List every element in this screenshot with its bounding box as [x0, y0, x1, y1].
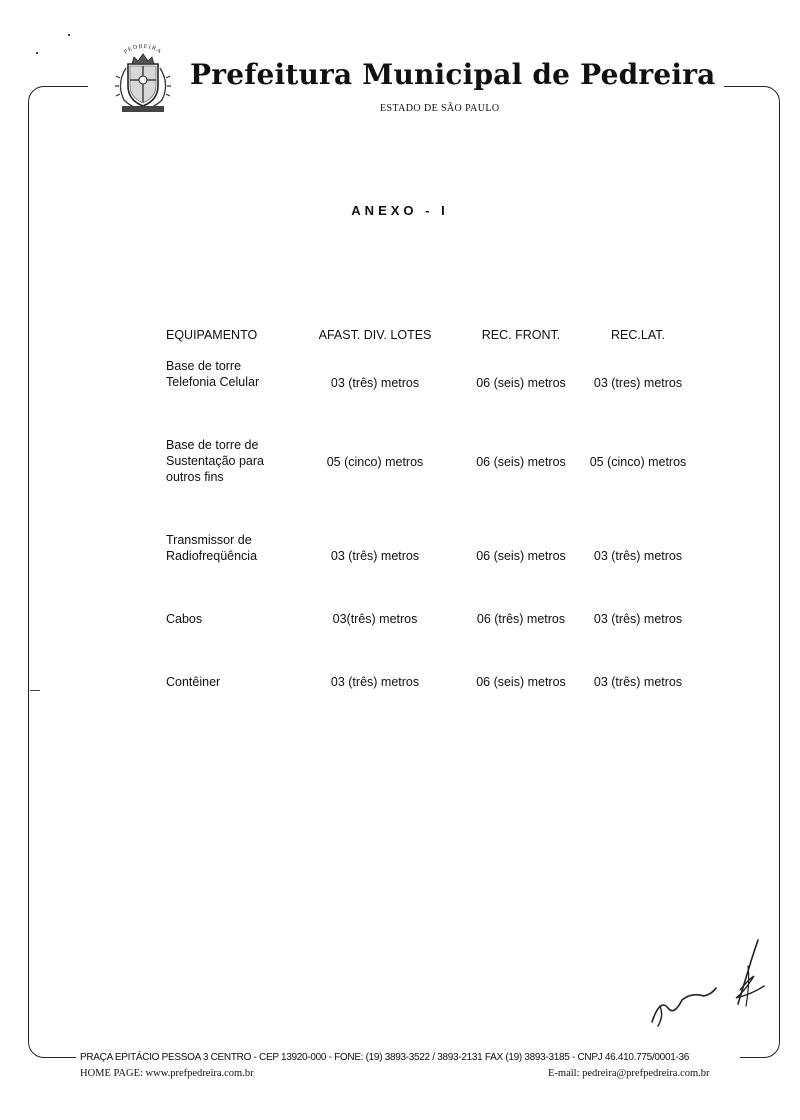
front-value: 06 (seis) metros	[476, 376, 566, 390]
equipment-name: Transmissor de Radiofreqüência	[166, 533, 258, 563]
afast-value: 03 (três) metros	[330, 376, 420, 390]
afast-value: 03(três) metros	[332, 612, 418, 626]
equipment-name: Contêiner	[166, 675, 221, 689]
lat-value: 03 (três) metros	[593, 549, 683, 563]
column-header: REC.LAT.	[611, 328, 665, 342]
front-value: 06 (seis) metros	[476, 675, 566, 689]
column-header: REC. FRONT.	[481, 328, 561, 342]
front-value: 06 (três) metros	[476, 612, 566, 626]
annex-title: ANEXO - I	[351, 203, 449, 218]
column-header: AFAST. DIV. LOTES	[318, 328, 432, 342]
afast-value: 05 (cinco) metros	[326, 455, 424, 469]
equipment-name: Base de torre Telefonia Celular	[166, 359, 260, 389]
front-value: 06 (seis) metros	[476, 455, 566, 469]
footer-homepage: HOME PAGE: www.prefpedreira.com.br	[80, 1068, 254, 1079]
lat-value: 03 (três) metros	[593, 612, 683, 626]
scan-mark	[68, 34, 70, 36]
equipment-name: Base de torre de Sustentação para outros fins	[166, 438, 264, 484]
footer-address: PRAÇA EPITÁCIO PESSOA 3 CENTRO - CEP 13920-000 - FONE: (19) 3893-3522 / 3893-2131 FAX (19) 3893-3185 - CNPJ 46.410.775/0001-36	[80, 1052, 690, 1063]
scan-mark	[30, 690, 40, 691]
column-header: EQUIPAMENTO	[166, 328, 258, 342]
page-title: Prefeitura Municipal de Pedreira	[190, 58, 716, 91]
equipment-name: Cabos	[166, 612, 203, 626]
municipal-crest-icon	[108, 40, 178, 116]
lat-value: 05 (cinco) metros	[589, 455, 687, 469]
page-frame	[28, 86, 780, 1058]
footer-email: E-mail: pedreira@prefpedreira.com.br	[548, 1068, 710, 1079]
scan-mark	[36, 52, 38, 54]
page-subtitle: ESTADO DE SÃO PAULO	[380, 103, 500, 114]
front-value: 06 (seis) metros	[476, 549, 566, 563]
crest-label: PEDREIRA	[123, 43, 163, 56]
lat-value: 03 (tres) metros	[593, 376, 683, 390]
lat-value: 03 (três) metros	[593, 675, 683, 689]
handwritten-signature	[640, 936, 770, 1028]
afast-value: 03 (três) metros	[330, 549, 420, 563]
afast-value: 03 (três) metros	[330, 675, 420, 689]
